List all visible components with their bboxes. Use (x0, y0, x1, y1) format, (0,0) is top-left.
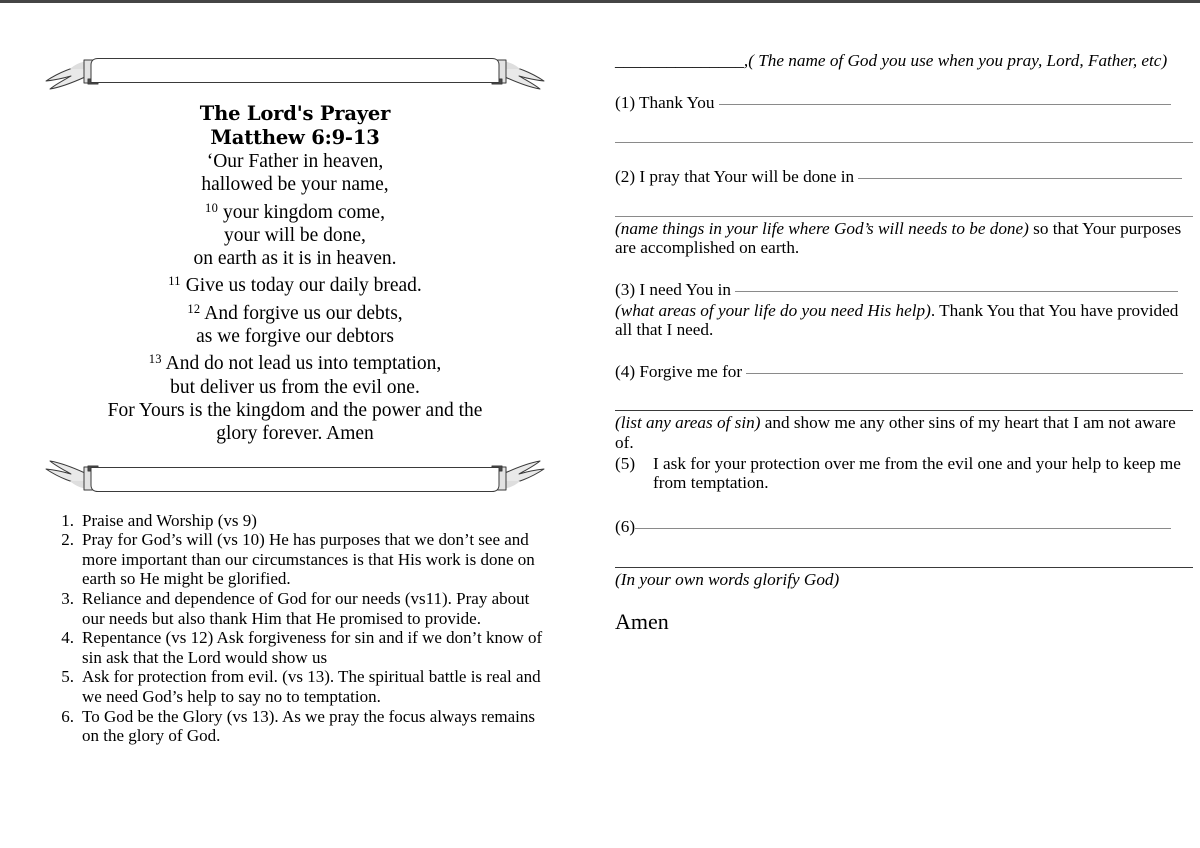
salutation-row (615, 51, 1193, 71)
prayer-point-item (40, 628, 555, 667)
prayer-line (40, 422, 550, 445)
prayer-line (40, 173, 550, 196)
prayer-line-text: as we forgive our debtors (196, 326, 394, 348)
item-4-label: (4) Forgive me for (615, 361, 743, 381)
prayer-point-text: Repentance (vs 12) Ask forgiveness for sin and if we don’t know of sin ask that the Lord would show us (82, 628, 543, 667)
prayer-reference: Matthew 6:9-13 (210, 125, 380, 149)
prayer-point-number: 6. (61, 706, 74, 726)
prayer-points-list (40, 511, 555, 746)
salutation-blank-field[interactable]: _______________ (615, 51, 744, 70)
item-2-write-line[interactable] (858, 178, 1182, 179)
verse-number: 13 (148, 352, 162, 367)
prayer-line (40, 224, 550, 247)
prayer-line-text: For Yours is the kingdom and the power and the (107, 399, 483, 421)
item-4-note (615, 413, 1193, 452)
prayer-line (40, 247, 550, 270)
prayer-line-text: on earth as it is in heaven. (193, 248, 397, 270)
prayer-line-text: And do not lead us into temptation, (165, 353, 442, 375)
item-2-note (615, 219, 1193, 258)
prayer-line (40, 348, 550, 375)
item-4-note-italic: (list any areas of sin) (615, 413, 761, 433)
prayer-line (40, 150, 550, 173)
verse-number: 12 (187, 301, 201, 316)
item-6-write-line-2[interactable] (615, 567, 1193, 568)
prayer-line-text: your will be done, (224, 224, 366, 246)
item-4-row (615, 362, 1193, 382)
item-3-row (615, 280, 1193, 300)
prayer-point-number: 5. (61, 667, 74, 687)
item-4-write-line[interactable] (746, 373, 1183, 374)
item-3-note (615, 301, 1193, 340)
prayer-point-number: 2. (61, 530, 74, 550)
prayer-line-text: hallowed be your name, (201, 174, 389, 196)
prayer-line-text: ‘Our Father in heaven, (206, 151, 384, 172)
right-column (615, 51, 1193, 632)
prayer-text (40, 150, 550, 446)
closing-amen: Amen (615, 608, 669, 634)
prayer-line-text: And forgive us our debts, (204, 302, 403, 324)
item-6-write-line[interactable] (635, 528, 1171, 529)
bottom-ribbon-banner (40, 455, 550, 499)
item-3-label: (3) I need You in (615, 279, 732, 299)
prayer-line-text: glory forever. Amen (216, 423, 374, 445)
prayer-point-text: Ask for protection from evil. (vs 13). The spiritual battle is real and we need God’s help to say no to temptation. (82, 667, 541, 706)
item-3-write-line[interactable] (735, 291, 1178, 292)
item-2-note-italic: (name things in your life where God’s will needs to be done) (615, 218, 1029, 238)
item-6-note (615, 570, 1193, 590)
item-1-label: (1) Thank You (615, 92, 715, 112)
item-4-note-rest: and show me any other sins of my heart that I am not aware of. (615, 413, 1176, 452)
prayer-point-number: 4. (61, 628, 74, 648)
item-3-note-italic: (what areas of your life do you need His help) (615, 300, 931, 320)
left-column (40, 51, 560, 746)
prayer-point-item (40, 589, 555, 628)
item-2-note-rest: so that Your purposes are accomplished on earth. (615, 218, 1182, 258)
prayer-line-text: but deliver us from the evil one. (170, 376, 420, 398)
item-6-note-italic: (In your own words glorify God) (615, 570, 840, 590)
item-4-write-line-2[interactable] (615, 410, 1193, 411)
item-5-row (615, 454, 1193, 493)
item-6-row (615, 517, 1193, 537)
prayer-point-text: Pray for God’s will (vs 10) He has purposes that we don’t see and more important than our circumstances is that His work is done on earth so He might be glorified. (82, 530, 535, 589)
item-5-number: (5) (615, 453, 636, 473)
item-2-write-line-2[interactable] (615, 216, 1193, 217)
item-1-write-line-2[interactable] (615, 142, 1193, 143)
prayer-point-item (40, 707, 555, 746)
prayer-line (40, 325, 550, 348)
prayer-point-text: To God be the Glory (vs 13). As we pray the focus always remains on the glory of God. (82, 706, 535, 746)
prayer-point-item (40, 530, 555, 589)
item-2-row (615, 167, 1193, 187)
prayer-point-item (40, 667, 555, 706)
item-5-text: I ask for your protection over me from the evil one and your help to keep me from temptation. (653, 453, 1181, 493)
verse-number: 11 (168, 274, 181, 289)
prayer-line (40, 376, 550, 399)
ribbon-body (91, 467, 499, 491)
item-3-note-rest: . Thank You that You have provided all that I need. (615, 300, 1179, 340)
item-6-label: (6) (615, 516, 636, 536)
prayer-line (40, 197, 550, 224)
top-ribbon-banner (40, 51, 550, 95)
prayer-block (40, 102, 550, 446)
prayer-line (40, 298, 550, 325)
item-1-write-line[interactable] (719, 104, 1171, 105)
prayer-point-number: 3. (61, 588, 74, 608)
item-2-label: (2) I pray that Your will be done in (615, 167, 855, 187)
prayer-point-number: 1. (61, 510, 74, 530)
prayer-line (40, 399, 550, 422)
prayer-line-text: Give us today our daily bread. (185, 275, 422, 297)
verse-number: 10 (205, 200, 219, 215)
prayer-title: The Lord's Prayer (199, 102, 391, 125)
prayer-point-item (40, 511, 555, 531)
item-1-row (615, 93, 1193, 113)
salutation-note: ,( The name of God you use when you pray, Lord, Father, etc) (743, 51, 1168, 70)
prayer-line-text: your kingdom come, (223, 201, 385, 223)
prayer-line (40, 270, 550, 297)
prayer-point-text: Reliance and dependence of God for our needs (vs11). Pray about our needs but also thank Him that He promised to provide. (82, 588, 530, 628)
ribbon-body (91, 59, 499, 83)
prayer-point-text: Praise and Worship (vs 9) (82, 510, 257, 530)
